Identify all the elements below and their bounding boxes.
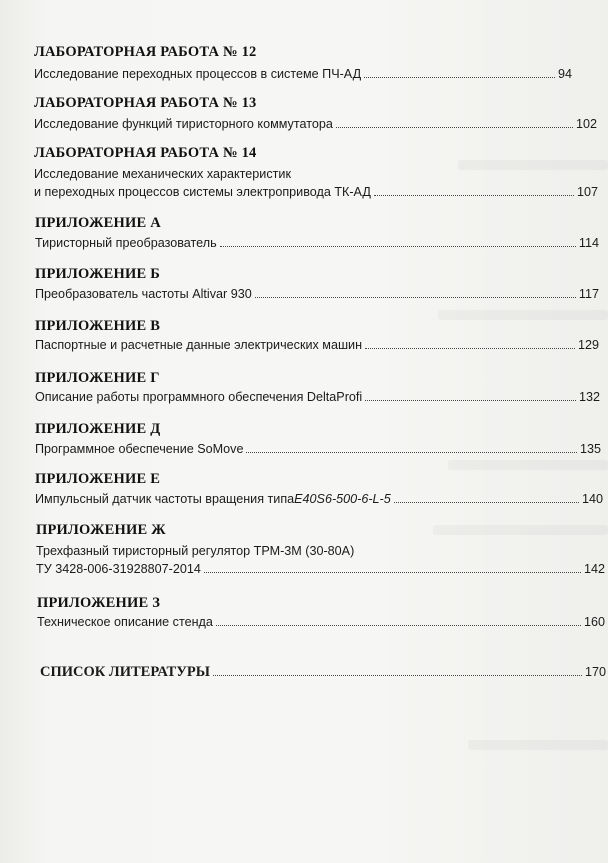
dot-leader	[246, 451, 577, 453]
toc-page-number: 117	[578, 287, 599, 301]
bleed-through	[438, 310, 608, 320]
toc-entry-title: Исследование функций тиристорного коммутатора	[34, 117, 333, 131]
bleed-through	[468, 740, 608, 750]
toc-entry[interactable]	[34, 185, 598, 199]
toc-entry-title: Паспортные и расчетные данные электрических машин	[35, 338, 363, 352]
toc-heading: ПРИЛОЖЕНИЕ А	[35, 215, 161, 231]
toc-entry[interactable]	[34, 67, 572, 81]
toc-heading: ПРИЛОЖЕНИЕ Д	[35, 421, 161, 437]
toc-entry-title-line1: Трехфазный тиристорный регулятор ТРМ-3М (30-80А)	[36, 544, 355, 558]
toc-heading: ЛАБОРАТОРНАЯ РАБОТА № 12	[34, 44, 257, 60]
toc-entry-title-line1: Исследование механических характеристик	[34, 167, 291, 181]
bleed-through	[433, 525, 608, 535]
toc-page-number: 114	[578, 236, 599, 250]
toc-entry-references[interactable]	[40, 664, 606, 681]
dot-leader	[220, 245, 576, 247]
toc-entry[interactable]	[36, 562, 605, 576]
dot-leader	[365, 399, 576, 401]
toc-entry-title: и переходных процессов системы электропривода ТК-АД	[34, 185, 371, 199]
toc-heading: ПРИЛОЖЕНИЕ Ж	[36, 522, 166, 538]
sensor-model-code: E40S6-500-6-L-5	[294, 492, 391, 506]
toc-entry[interactable]	[35, 390, 600, 404]
toc-page-number: 132	[578, 390, 600, 404]
toc-entry-title: Преобразователь частоты Altivar 930	[35, 287, 252, 301]
dot-leader	[394, 501, 579, 503]
toc-entry-title: Тиристорный преобразователь	[35, 236, 217, 250]
toc-page-number: 135	[579, 442, 601, 456]
toc-heading: ЛАБОРАТОРНАЯ РАБОТА № 13	[34, 95, 257, 111]
toc-page-number: 94	[557, 67, 572, 81]
toc-heading: СПИСОК ЛИТЕРАТУРЫ	[40, 664, 210, 680]
dot-leader	[336, 126, 573, 128]
toc-heading: ПРИЛОЖЕНИЕ Е	[35, 471, 161, 487]
toc-page-number: 102	[575, 117, 597, 131]
toc-entry[interactable]	[35, 492, 603, 506]
toc-entry[interactable]	[35, 287, 599, 301]
dot-leader	[364, 76, 555, 78]
toc-entry[interactable]	[35, 442, 601, 456]
toc-entry-title: Исследование переходных процессов в системе ПЧ-АД	[34, 67, 362, 81]
toc-entry-title: Программное обеспечение SoMove	[35, 442, 244, 456]
dot-leader	[374, 194, 574, 196]
dot-leader	[213, 674, 582, 676]
toc-heading: ПРИЛОЖЕНИЕ З	[37, 595, 161, 611]
toc-entry[interactable]	[35, 338, 599, 352]
toc-entry[interactable]	[34, 117, 597, 131]
bleed-through	[448, 460, 608, 470]
toc-entry-title: ТУ 3428-006-31928807-2014	[36, 562, 201, 576]
bleed-through	[458, 160, 608, 170]
toc-page-number: 170	[584, 665, 606, 679]
dot-leader	[365, 347, 575, 349]
toc-entry[interactable]	[35, 236, 599, 250]
toc-entry-title: Импульсный датчик частоты вращения типа	[35, 492, 295, 506]
toc-entry-title: Описание работы программного обеспечения DeltaProfi	[35, 390, 363, 404]
toc-heading: ПРИЛОЖЕНИЕ Б	[35, 266, 160, 282]
toc-heading: ПРИЛОЖЕНИЕ В	[35, 318, 161, 334]
toc-page-number: 129	[577, 338, 599, 352]
toc-page-number: 140	[581, 492, 603, 506]
dot-leader	[255, 296, 576, 298]
toc-entry-title: Техническое описание стенда	[37, 615, 213, 629]
toc-entry[interactable]	[37, 615, 605, 629]
toc-heading: ЛАБОРАТОРНАЯ РАБОТА № 14	[34, 145, 257, 161]
toc-heading: ПРИЛОЖЕНИЕ Г	[35, 370, 160, 386]
toc-page-number: 107	[576, 185, 598, 199]
dot-leader	[204, 571, 581, 573]
toc-page-number: 142	[583, 562, 605, 576]
dot-leader	[216, 624, 581, 626]
toc-page-number: 160	[583, 615, 605, 629]
